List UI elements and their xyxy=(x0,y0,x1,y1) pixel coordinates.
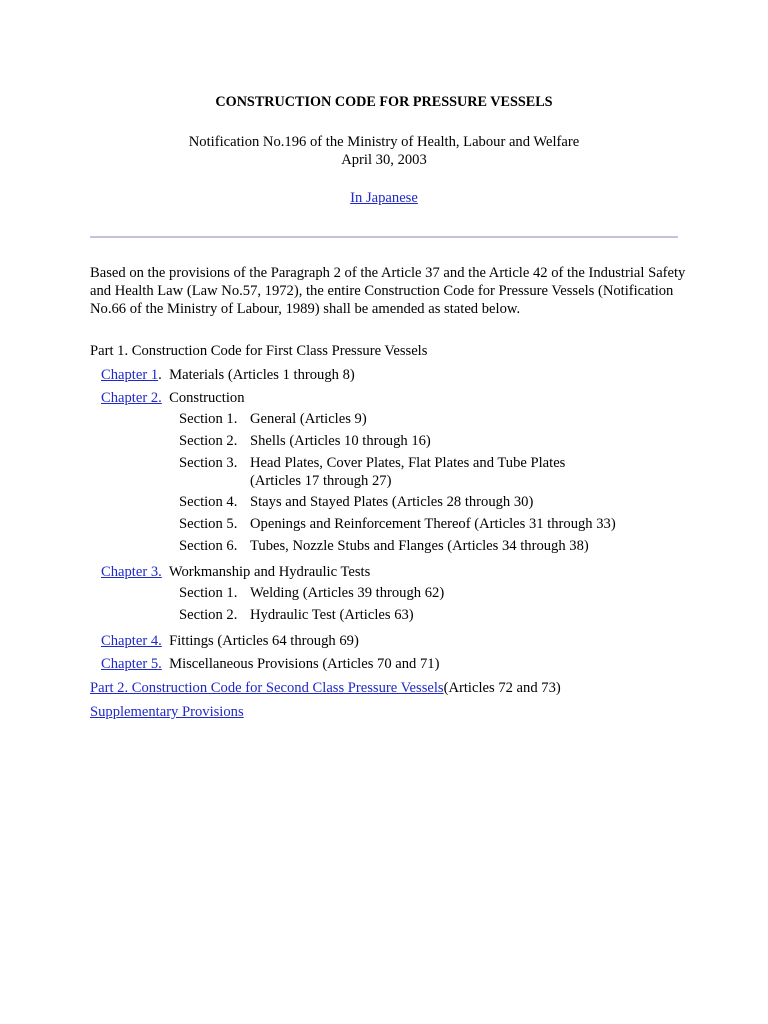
chapter-1-suffix: . xyxy=(158,367,162,383)
intro-paragraph: Based on the provisions of the Paragraph 2 of the Article 37 and the Article 42 of the Industrial Safety and Health Law (Law No.57, 1972), the entire Construction Code for Pressure Vessels (Notification No.66 of the Ministry of Labour, 1989) shall be amended as stated below. xyxy=(90,265,686,317)
supplementary-provisions-link[interactable]: Supplementary Provisions xyxy=(90,704,244,720)
chapter-5-title: Miscellaneous Provisions (Articles 70 and 71) xyxy=(169,656,440,672)
section-number: Section 2. xyxy=(179,433,238,449)
horizontal-divider xyxy=(90,236,678,238)
section-row xyxy=(179,584,444,602)
part2-row xyxy=(90,679,561,697)
section-row xyxy=(179,537,589,555)
language-link-wrapper xyxy=(0,189,768,207)
chapter-1-link[interactable]: Chapter 1 xyxy=(101,367,159,383)
chapter-5-row xyxy=(101,655,439,673)
section-number: Section 2. xyxy=(179,607,238,623)
chapter-2-title: Construction xyxy=(169,390,245,406)
chapter-4-row xyxy=(101,632,359,650)
chapter-3-row xyxy=(101,563,370,581)
section-row xyxy=(179,493,533,511)
section-row xyxy=(179,454,565,490)
section-number: Section 1. xyxy=(179,411,238,427)
chapter-2-row xyxy=(101,389,245,407)
section-number: Section 5. xyxy=(179,516,238,532)
part2-articles: (Articles 72 and 73) xyxy=(443,680,561,696)
notification-date: April 30, 2003 xyxy=(341,152,427,168)
chapter-5-link[interactable]: Chapter 5. xyxy=(101,656,162,672)
section-row xyxy=(179,515,616,533)
section-description: Shells (Articles 10 through 16) xyxy=(250,433,431,449)
page-title: CONSTRUCTION CODE FOR PRESSURE VESSELS xyxy=(215,94,553,110)
chapter-3-link[interactable]: Chapter 3. xyxy=(101,564,162,580)
section-row xyxy=(179,410,367,428)
section-description-continued: (Articles 17 through 27) xyxy=(250,473,392,489)
chapter-2-link[interactable]: Chapter 2. xyxy=(101,390,162,406)
section-number: Section 3. xyxy=(179,455,238,471)
notification-number: Notification No.196 of the Ministry of Health, Labour and Welfare xyxy=(188,134,580,150)
section-description: Head Plates, Cover Plates, Flat Plates and Tube Plates xyxy=(250,455,566,471)
section-description: Tubes, Nozzle Stubs and Flanges (Articles 34 through 38) xyxy=(250,538,589,554)
chapter-3-title: Workmanship and Hydraulic Tests xyxy=(168,564,371,580)
chapter-1-row xyxy=(101,366,355,384)
chapter-1-title: Materials (Articles 1 through 8) xyxy=(169,367,355,383)
section-row xyxy=(179,606,414,624)
section-description: Hydraulic Test (Articles 63) xyxy=(250,607,414,623)
section-row xyxy=(179,432,431,450)
section-description: Welding (Articles 39 through 62) xyxy=(250,585,445,601)
in-japanese-link[interactable]: In Japanese xyxy=(350,190,418,206)
chapter-4-title: Fittings (Articles 64 through 69) xyxy=(169,633,359,649)
section-description: General (Articles 9) xyxy=(250,411,367,427)
part2-link[interactable]: Part 2. Construction Code for Second Class Pressure Vessels xyxy=(90,680,444,696)
supplementary-row xyxy=(90,703,244,721)
section-number: Section 4. xyxy=(179,494,238,510)
section-number: Section 1. xyxy=(179,585,238,601)
section-number: Section 6. xyxy=(179,538,238,554)
chapter-4-link[interactable]: Chapter 4. xyxy=(101,633,162,649)
part1-heading: Part 1. Construction Code for First Class Pressure Vessels xyxy=(90,343,428,359)
section-description-block xyxy=(250,454,565,490)
section-description: Stays and Stayed Plates (Articles 28 through 30) xyxy=(250,494,534,510)
section-description: Openings and Reinforcement Thereof (Articles 31 through 33) xyxy=(250,516,616,532)
